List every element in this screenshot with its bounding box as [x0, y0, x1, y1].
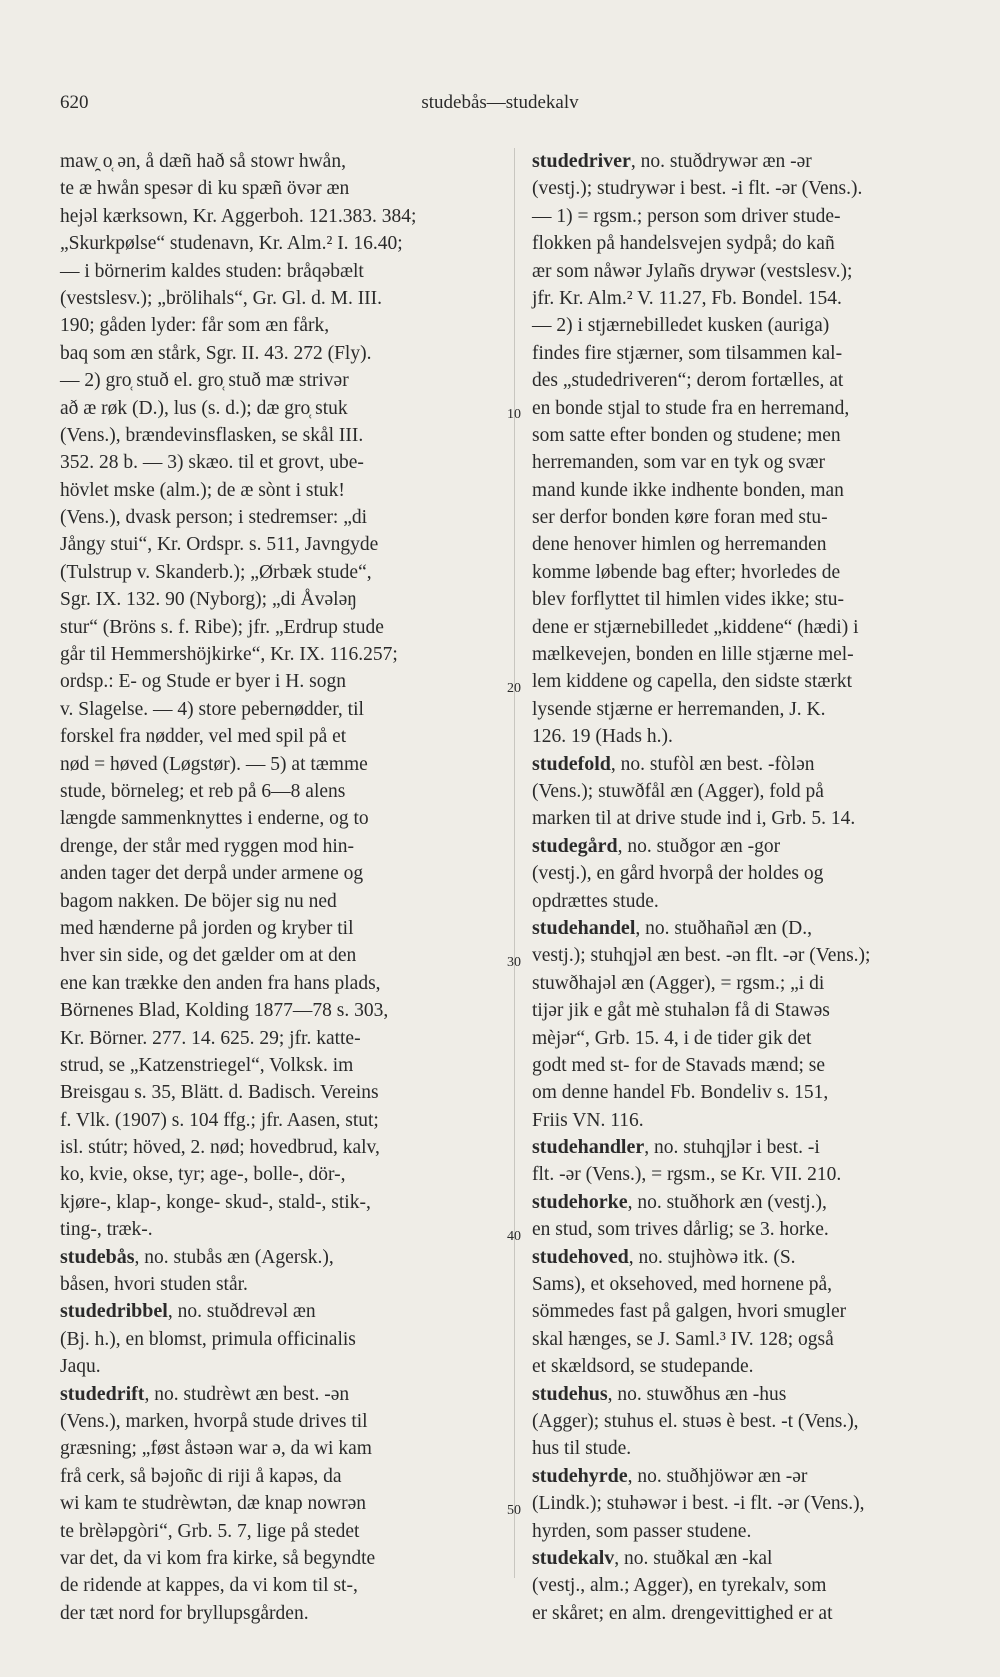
- entry-text: , no. stuhqjlər i best. -i: [644, 1137, 820, 1159]
- text-line: (Bj. h.), en blomst, primula officinalis: [60, 1328, 356, 1350]
- text-line: f. Vlk. (1907) s. 104 ffg.; jfr. Aasen, stut;: [60, 1109, 379, 1131]
- entry-text: , no. stuðdrevəl æn: [167, 1301, 316, 1323]
- running-head: studebås—studekalv: [421, 92, 579, 113]
- text-line: godt med st- for de Stavads mænd; se: [532, 1054, 826, 1076]
- text-line: frå cerk, så bəjoñc di riji å kapəs, da: [60, 1465, 342, 1487]
- text-line: hejəl kærksown, Kr. Aggerboh. 121.383. 384;: [60, 205, 417, 227]
- page-header: [60, 92, 940, 122]
- text-line: 126. 19 (Hads h.).: [532, 726, 673, 748]
- text-line: te æ hwån spesər di ku spæñ övər æn: [60, 178, 350, 200]
- text-line: (vestslesv.); „brölihals“, Gr. Gl. d. M. III.: [60, 287, 383, 309]
- line-number: 40: [507, 1228, 521, 1244]
- text-line: hövlet mske (alm.); de æ sònt i stuk!: [60, 479, 345, 501]
- text-line: dene henover himlen og herremanden: [532, 534, 827, 556]
- text-line: hyrden, som passer studene.: [532, 1520, 752, 1542]
- text-line: [532, 1381, 952, 1408]
- text-line: forskel fra nødder, vel med spil på et: [60, 726, 347, 748]
- text-line: Friis VN. 116.: [532, 1109, 644, 1131]
- text-line: som satte efter bonden og studene; men: [532, 424, 841, 446]
- entry-text: , no. stuðhjöwər æn -ər: [627, 1465, 808, 1487]
- entry-headword: studehyrde: [532, 1464, 628, 1487]
- text-line: [532, 1134, 952, 1161]
- text-line: Breisgau s. 35, Blätt. d. Badisch. Vereins: [60, 1082, 379, 1104]
- text-line: — i börnerim kaldes studen: bråqəbælt: [60, 260, 364, 282]
- text-line: med hænderne på jorden og kryber til: [60, 917, 354, 939]
- entry-text: , no. studrèwt æn best. -ən: [144, 1383, 350, 1405]
- text-line: (Vens.), dvask person; i stedremser: „di: [60, 507, 368, 529]
- text-line: mælkevejen, bonden en lille stjærne mel-: [532, 644, 854, 666]
- text-line: båsen, hvori studen står.: [60, 1274, 248, 1296]
- entry-headword: studegård: [532, 834, 618, 857]
- text-line: (Lindk.); stuhəwər i best. -i flt. -ər (Vens.),: [532, 1493, 865, 1515]
- text-line: skal hænges, se J. Saml.³ IV. 128; også: [532, 1328, 834, 1350]
- text-line: længde sammenknyttes i enderne, og to: [60, 808, 369, 830]
- text-line: baq som æn stårk, Sgr. II. 43. 272 (Fly).: [60, 342, 372, 364]
- text-line: Jångy stui“, Kr. Ordspr. s. 511, Javngyde: [60, 534, 379, 556]
- text-line: sömmedes fast på galgen, hvori smugler: [532, 1301, 847, 1323]
- text-line: v. Slagelse. — 4) store pebernødder, til: [60, 698, 364, 720]
- text-line: — 2) gro̜ stuð el. gro̜ stuð mæ strivər: [60, 370, 349, 392]
- text-line: (Tulstrup v. Skanderb.); „Ørbæk stude“,: [60, 561, 372, 583]
- text-line: drenge, der står med ryggen mod hin-: [60, 835, 355, 857]
- text-line: te brèləpgòri“, Grb. 5. 7, lige på stedet: [60, 1520, 360, 1542]
- text-line: (vestj., alm.; Agger), en tyrekalv, som: [532, 1575, 827, 1597]
- text-line: marken til at drive stude ind i, Grb. 5. 14.: [532, 808, 856, 830]
- text-line: anden tager det derpå under armene og: [60, 863, 364, 885]
- text-line: [60, 1381, 502, 1408]
- entry-text: , no. stuðhork æn (vestj.),: [627, 1191, 827, 1213]
- text-line: [532, 148, 952, 175]
- text-line: herremanden, som var en tyk og svær: [532, 452, 825, 474]
- entry-headword: studefold: [532, 752, 611, 775]
- text-line: flt. -ər (Vens.), = rgsm., se Kr. VII. 210.: [532, 1164, 842, 1186]
- text-line: Jaqu.: [60, 1356, 101, 1378]
- entry-text: , no. stuðkal æn -kal: [614, 1547, 773, 1569]
- text-line: hus til stude.: [532, 1438, 632, 1460]
- text-line: dene er stjærnebilledet „kiddene“ (hædi) i: [532, 616, 859, 638]
- text-line: „Skurkpølse“ studenavn, Kr. Alm.² I. 16.40;: [60, 233, 403, 255]
- text-line: wi kam te studrèwtən, dæ knap nowrən: [60, 1493, 366, 1515]
- entry-headword: studehandel: [532, 916, 636, 939]
- entry-text: , no. stubås æn (Agersk.),: [134, 1246, 334, 1268]
- text-line: nød = høved (Løgstør). — 5) at tæmme: [60, 753, 368, 775]
- text-line: tijər jik e gåt mè stuhalən få di Stawəs: [532, 1000, 830, 1022]
- text-line: [532, 751, 952, 778]
- line-number: 30: [507, 954, 521, 970]
- text-line: græsning; „føst åstəən war ə, da wi kam: [60, 1438, 372, 1460]
- text-line: [532, 1189, 952, 1216]
- text-line: ko, kvie, okse, tyr; age-, bolle-, dör-,: [60, 1164, 346, 1186]
- text-line: (vestj.); studrywər i best. -i flt. -ər (Vens.).: [532, 178, 863, 200]
- text-line: et skældsord, se studepande.: [532, 1356, 754, 1378]
- text-line: Börnenes Blad, Kolding 1877—78 s. 303,: [60, 1000, 389, 1022]
- text-line: der tæt nord for bryllupsgården.: [60, 1602, 309, 1624]
- text-line: vestj.); stuhqjəl æn best. -ən flt. -ər (Vens.);: [532, 945, 871, 967]
- text-line: lem kiddene og capella, den sidste stærkt: [532, 671, 853, 693]
- text-line: mand kunde ikke indhente bonden, man: [532, 479, 844, 501]
- entry-headword: studekalv: [532, 1546, 615, 1569]
- text-line: [60, 1244, 502, 1271]
- text-line: (Vens.), marken, hvorpå stude drives til: [60, 1410, 368, 1432]
- text-line: en stud, som trives dårlig; se 3. horke.: [532, 1219, 829, 1241]
- text-line: 190; gåden lyder: får som æn fårk,: [60, 315, 330, 337]
- text-line: jfr. Kr. Alm.² V. 11.27, Fb. Bondel. 154.: [532, 287, 842, 309]
- text-line: ting-, træk-.: [60, 1219, 153, 1241]
- text-line: (Agger); stuhus el. stuəs è best. -t (Vens.),: [532, 1410, 859, 1432]
- text-line: er skåret; en alm. drengevittighed er at: [532, 1602, 833, 1624]
- text-line: komme løbende bag efter; hvorledes de: [532, 561, 841, 583]
- text-line: en bonde stjal to stude fra en herremand,: [532, 397, 850, 419]
- text-line: [532, 915, 952, 942]
- text-line: isl. stútr; höved, 2. nød; hovedbrud, kalv,: [60, 1137, 380, 1159]
- entry-text: , no. stuðdrywər æn -ər: [630, 151, 812, 172]
- text-line: (Vens.); stuwðfål æn (Agger), fold på: [532, 780, 824, 802]
- entry-headword: studebås: [60, 1245, 135, 1268]
- text-line: — 1) = rgsm.; person som driver stude-: [532, 205, 841, 227]
- text-line: flokken på handelsvejen sydpå; do kañ: [532, 233, 835, 255]
- line-number: 50: [507, 1502, 521, 1518]
- right-column: [532, 148, 952, 1627]
- text-line: 352. 28 b. — 3) skæo. til et grovt, ube-: [60, 452, 364, 474]
- page-number: 620: [60, 92, 89, 113]
- text-line: opdrættes stude.: [532, 890, 659, 912]
- text-line: stude, börneleg; et reb på 6—8 alens: [60, 780, 346, 802]
- text-line: lysende stjærne er herremanden, J. K.: [532, 698, 826, 720]
- line-number: 10: [507, 406, 521, 422]
- text-line: ordsp.: E- og Stude er byer i H. sogn: [60, 671, 346, 693]
- text-line: om denne handel Fb. Bondeliv s. 151,: [532, 1082, 829, 1104]
- column-divider: [514, 148, 515, 1578]
- text-line: mèjər“, Grb. 15. 4, i de tider gik det: [532, 1027, 812, 1049]
- text-line: [60, 1298, 502, 1325]
- entry-text: , no. stuðgor æn -gor: [617, 835, 781, 857]
- text-line: bagom nakken. De böjer sig nu ned: [60, 890, 337, 912]
- text-line: var det, da vi kom fra kirke, så begyndte: [60, 1547, 376, 1569]
- entry-headword: studehandler: [532, 1136, 645, 1159]
- text-line: ene kan trække den anden fra hans plads,: [60, 972, 381, 994]
- entry-text: , no. stufòl æn best. -fòlən: [610, 753, 815, 775]
- text-line: (vestj.), en gård hvorpå der holdes og: [532, 863, 824, 885]
- text-line: Sams), et oksehoved, med hornene på,: [532, 1274, 833, 1296]
- text-line: ser derfor bonden køre foran med stu-: [532, 507, 828, 529]
- text-line: blev forflyttet til himlen vides ikke; stu-: [532, 589, 844, 611]
- entry-headword: studehorke: [532, 1190, 628, 1213]
- entry-text: , no. stuwðhus æn -hus: [607, 1383, 787, 1405]
- text-line: de ridende at kappes, da vi kom til st-,: [60, 1575, 358, 1597]
- left-column: [60, 148, 502, 1627]
- text-line: [532, 833, 952, 860]
- text-line: Kr. Börner. 277. 14. 625. 29; jfr. katte-: [60, 1027, 361, 1049]
- text-line: [532, 1545, 952, 1572]
- text-line: stur“ (Bröns s. f. Ribe); jfr. „Erdrup stude: [60, 616, 384, 638]
- text-line: des „studedriveren“; derom fortælles, at: [532, 370, 844, 392]
- text-line: ær som nåwər Jylañs drywər (vestslesv.);: [532, 260, 853, 282]
- text-line: kjøre-, klap-, konge- skud-, stald-, stik-,: [60, 1191, 371, 1213]
- text-line: — 2) i stjærnebilledet kusken (auriga): [532, 315, 830, 337]
- entry-text: , no. stuðhañəl æn (D.,: [635, 917, 812, 939]
- text-line: (Vens.), brændevinsflasken, se skål III.: [60, 424, 364, 446]
- entry-text: , no. stujhòwə itk. (S.: [628, 1246, 796, 1268]
- text-line: hver sin side, og det gælder om at den: [60, 945, 357, 967]
- line-number: 20: [507, 680, 521, 696]
- text-line: stuwðhajəl æn (Agger), = rgsm.; „i di: [532, 972, 825, 994]
- text-line: [532, 1244, 952, 1271]
- text-line: strud, se „Katzenstriegel“, Volksk. im: [60, 1054, 354, 1076]
- text-line: að æ røk (D.), lus (s. d.); dæ gro̜ stuk: [60, 397, 348, 419]
- entry-headword: studehoved: [532, 1245, 629, 1268]
- entry-headword: studedriver: [532, 150, 631, 172]
- text-line: Sgr. IX. 132. 90 (Nyborg); „di Åvələŋ: [60, 589, 357, 611]
- text-line: findes fire stjærner, som tilsammen kal-: [532, 342, 843, 364]
- entry-headword: studehus: [532, 1382, 608, 1405]
- text-line: går til Hemmershöjkirke“, Kr. IX. 116.257;: [60, 644, 398, 666]
- entry-headword: studedrift: [60, 1382, 145, 1405]
- text-line: [532, 1463, 952, 1490]
- entry-headword: studedribbel: [60, 1300, 168, 1323]
- text-line: maw̯ o̜ ən, å dæñ hað så stowr hwån,: [60, 151, 346, 172]
